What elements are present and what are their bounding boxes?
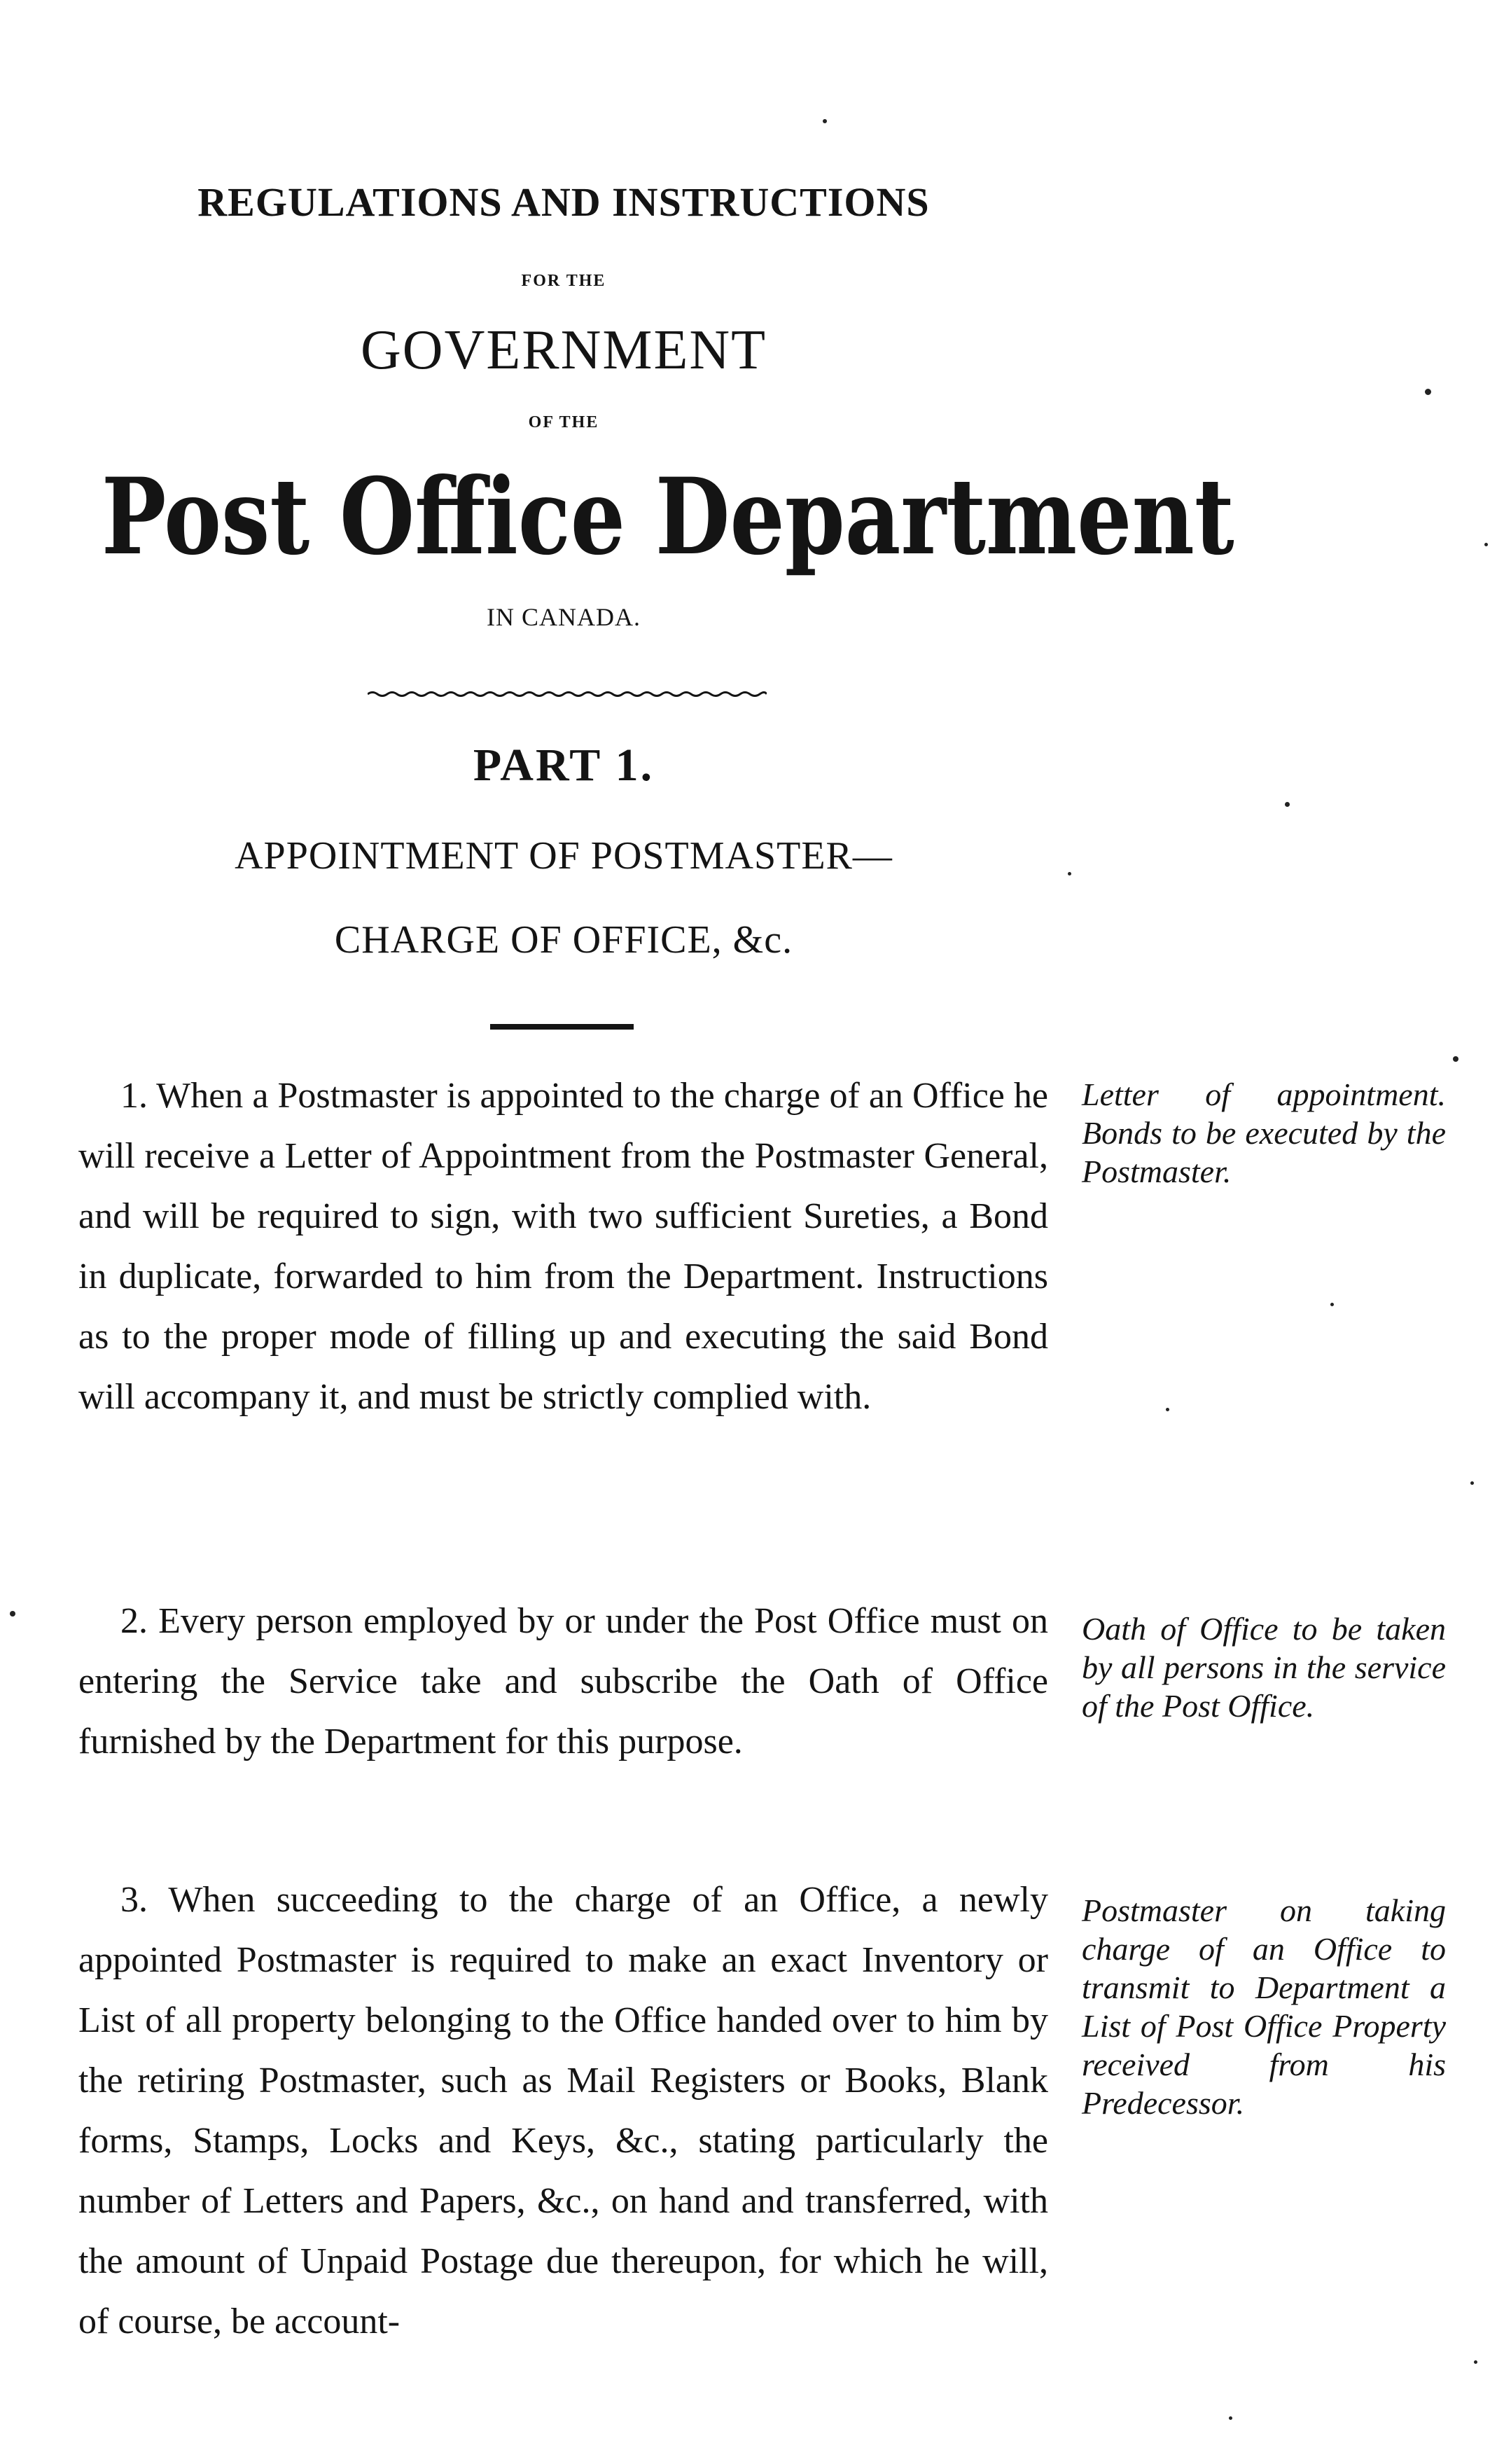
paragraph-number: 2.	[120, 1601, 148, 1641]
title-government: GOVERNMENT	[361, 319, 767, 381]
title-post-office-department: Post Office Department	[101, 455, 1234, 579]
paragraph-1	[78, 1066, 1048, 1427]
paragraph-number: 3.	[120, 1880, 148, 1920]
scan-speck	[1425, 389, 1431, 395]
scan-speck	[1285, 802, 1290, 807]
title-location: IN CANADA.	[487, 603, 641, 631]
section-subtitle-line2: CHARGE OF OFFICE, &c.	[334, 918, 793, 962]
paragraph-2	[78, 1591, 1048, 1772]
scan-speck	[1229, 2416, 1232, 2420]
scan-speck	[823, 119, 827, 123]
paragraph-number: 1.	[120, 1076, 148, 1116]
paragraph-text: When a Postmaster is appointed to the charge of an Office he will receive a Letter of Appointment from the Postmaster General, and will be required to sign, with two sufficient Sureties, a Bond in duplicate, forwarded to him from the Department. Instructions as to the proper mode of filling up and executing the said Bond will accompany it, and must be strictly complied with.	[78, 1076, 1048, 1417]
section-divider	[490, 1024, 634, 1030]
scan-speck	[1484, 543, 1488, 546]
paragraph-text: Every person employed by or under the Post Office must on entering the Service take and subscribe the Oath of Office furnished by the Department for this purpose.	[78, 1601, 1048, 1762]
scan-speck	[1068, 872, 1071, 875]
margin-note-1: Letter of appointment. Bonds to be executed by the Postmaster.	[1082, 1077, 1446, 1189]
margin-note-3: Postmaster on taking charge of an Office to transmit to Department a List of Post Office Property received from his Predecessor.	[1082, 1892, 1446, 2121]
scan-speck	[10, 1611, 15, 1617]
section-subtitle-line1: APPOINTMENT OF POSTMASTER—	[235, 834, 893, 878]
scan-speck	[1470, 1481, 1474, 1485]
title-for-the: FOR THE	[521, 272, 606, 290]
title-of-the: OF THE	[528, 413, 599, 431]
margin-note-2: Oath of Office to be taken by all persons in the service of the Post Office.	[1082, 1611, 1446, 1724]
scan-speck	[1453, 1056, 1458, 1062]
decorative-wavy-rule	[368, 690, 767, 698]
scan-speck	[1474, 2360, 1477, 2364]
part-heading: PART 1.	[473, 740, 655, 791]
paragraph-text: When succeeding to the charge of an Office, a newly appointed Postmaster is required to make an exact Inventory or List of all property belonging to the Office handed over to him by the retiring Postmaster, such as Mail Registers or Books, Blank forms, Stamps, Locks and Keys, &c., stating particularly the number of Letters and Papers, &c., on hand and transferred, with the amount of Unpaid Postage due thereupon, for which he will, of course, be account-	[78, 1880, 1048, 2341]
scan-speck	[1166, 1408, 1169, 1411]
scan-speck	[1330, 1303, 1334, 1306]
title-regulations: REGULATIONS AND INSTRUCTIONS	[197, 179, 930, 225]
paragraph-3	[78, 1870, 1048, 2352]
